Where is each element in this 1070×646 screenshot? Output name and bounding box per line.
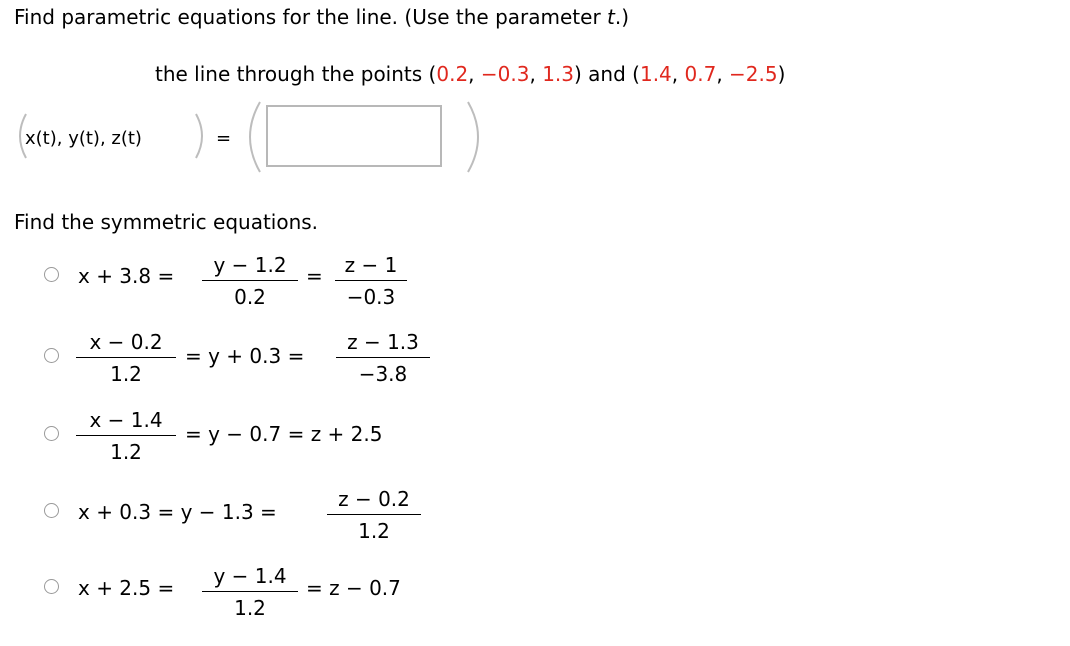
parametric-answer-input[interactable] <box>266 105 442 167</box>
option-1-fraction-1: y − 1.2 0.2 <box>202 253 298 309</box>
right-paren-icon <box>190 112 212 160</box>
option-5-lhs: x + 2.5 = <box>78 576 175 600</box>
points-statement: the line through the points (0.2, −0.3, 1.3) and (1.4, 0.7, −2.5) <box>155 62 786 86</box>
question-instruction: Find parametric equations for the line. (Use the parameter t.) <box>14 5 630 29</box>
option-3-radio[interactable] <box>44 426 59 441</box>
option-2-fraction-1: x − 0.2 1.2 <box>76 330 176 386</box>
parameter-symbol: t <box>607 5 615 29</box>
point1-y: −0.3 <box>480 62 530 86</box>
option-1-fraction-2: z − 1 −0.3 <box>335 253 407 309</box>
parametric-lhs: x(t), y(t), z(t) <box>25 128 142 149</box>
option-2-middle: = y + 0.3 = <box>185 344 305 368</box>
option-1-eq: = <box>306 264 323 288</box>
option-5-fraction: y − 1.4 1.2 <box>202 564 298 620</box>
option-5-radio[interactable] <box>44 579 59 594</box>
option-4-fraction: z − 0.2 1.2 <box>327 487 421 543</box>
point1-z: 1.3 <box>542 62 574 86</box>
equals-sign: = <box>216 128 232 149</box>
option-3-fraction-1: x − 1.4 1.2 <box>76 408 176 464</box>
option-5-tail: = z − 0.7 <box>306 576 401 600</box>
option-4-lhs: x + 0.3 = y − 1.3 = <box>78 500 277 524</box>
option-4-radio[interactable] <box>44 503 59 518</box>
option-1-radio[interactable] <box>44 267 59 282</box>
point1-x: 0.2 <box>436 62 469 86</box>
option-3-tail: = y − 0.7 = z + 2.5 <box>185 422 383 446</box>
option-2-fraction-2: z − 1.3 −3.8 <box>336 330 430 386</box>
point2-y: 0.7 <box>684 62 717 86</box>
point2-z: −2.5 <box>729 62 778 86</box>
option-1-lhs: x + 3.8 = <box>78 264 175 288</box>
option-2-radio[interactable] <box>44 348 59 363</box>
symmetric-title: Find the symmetric equations. <box>14 210 319 234</box>
answer-left-paren-icon <box>238 100 266 174</box>
point2-x: 1.4 <box>639 62 672 86</box>
answer-right-paren-icon <box>462 100 490 174</box>
